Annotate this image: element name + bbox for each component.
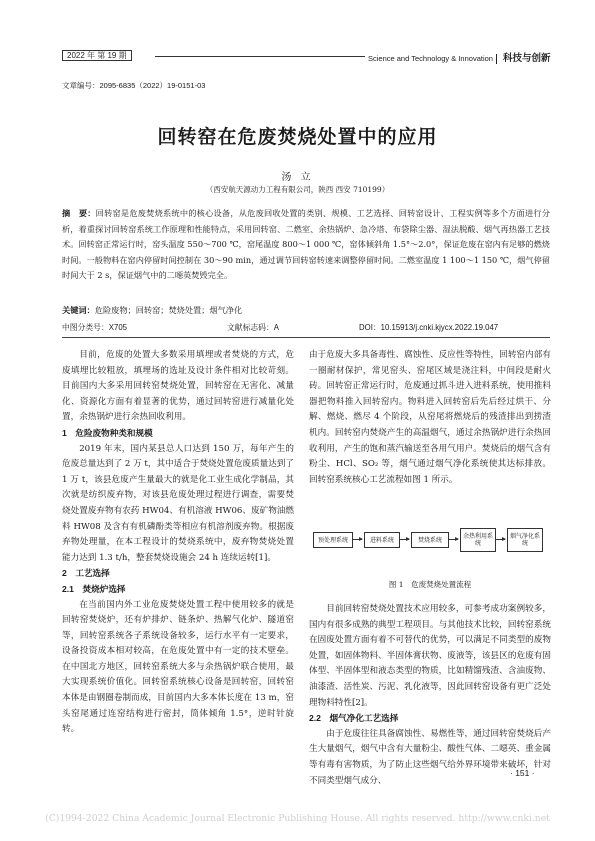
section-divider — [62, 337, 550, 338]
journal-header — [368, 50, 550, 64]
body-paragraph: 在当前国内外工业危废焚烧处置工程中使用较多的就是回转窑焚烧炉，还有炉排炉、链条炉、热解气化炉、隧道窑等，回转窑系统各子系统设备较多，运行水平有一定要求，设备投资成本相对较高，在危废处置中有一定的技术壁垒。在中国北方地区，回转窑系统大多与余热锅炉联合使用，最大实现系统价值化。回转窑系统核心设备是回转窑，回转窑本体是由钢圈卷制而成，目前国内大多本体长度在 13 m，窑头窑尾通过连窑结构进行密封，筒体倾角 1.5°，逆时针旋转。 — [62, 599, 294, 735]
body-paragraph: 由于危废大多具备毒性、腐蚀性、反应性等特性，回转窑内部有一圈耐材保护，常见窑头、窑尾区域是浇注料，中间段是耐火砖。回转窑正常运行时，危废通过抓斗进入进料系统，使用推料器把物料推入回转窑内。物料进入回转窑后先后经过烘干、分解、燃烧、燃尽 4 个阶段，从窑尾将燃烧后的残渣排出到捞渣机内。回转窑内焚烧产生的高温烟气，通过余热锅炉进行余热回收利用，产生的饱和蒸汽输送至各用气用户。焚烧后的烟气含有粉尘、HCl、SO₂ 等，烟气通过烟气净化系统使其达标排放。回转窑系统核心工艺流程如图 1 所示。 — [309, 350, 551, 485]
section-heading: 2 工艺选择 — [62, 568, 110, 579]
copyright-footer: (C)1994-2022 China Academic Journal Electronic Publishing House. All rights reserved. http://www.cnki.net — [45, 813, 550, 824]
section-heading: 2.1 焚烧炉选择 — [62, 583, 126, 594]
journal-name-cn: 科技与创新 — [502, 53, 551, 64]
body-paragraph: 目前，危废的处置大多数采用填埋或者焚烧的方式，危废填埋比较粗放，填埋场的选址及设计条件相对比较苛刻。目前国内大多采用回转窑焚烧处置，回转窑在无害化、减量化、资源化方面有着显著的优势，通过回转窑进行减量化处置，余热锅炉进行余热回收利用。 — [62, 350, 294, 423]
document-code: 文献标志码：A — [227, 323, 279, 332]
keywords-label: 关键词： — [62, 306, 95, 315]
author: 汤 立 — [281, 172, 314, 183]
body-right-column-bottom — [309, 602, 551, 789]
flow-box-incineration: 焚烧系统 — [411, 532, 449, 548]
flow-arrow — [352, 539, 362, 540]
flow-box-feeding: 进料系统 — [364, 532, 400, 548]
header-divider — [496, 54, 497, 64]
keywords-text: 危险废物；回转窑；焚烧处置；烟气净化 — [94, 305, 243, 315]
abstract-label: 摘 要： — [62, 209, 96, 218]
clc-number: 中图分类号：X705 — [62, 323, 127, 332]
issue-label: 2022 年 第 19 期 — [62, 50, 132, 61]
keywords — [62, 305, 242, 316]
body-paragraph: 2019 年末，国内某县总人口达到 150 万，每年产生的危废总量达到了 2 万 t，其中适合于焚烧处置危废质量达到了 1 万 t，该县危废产生量最大的就是化工业生成化学制品，其次就是纺织废弃物，对该县危废处理过程进行调查，需要焚烧处置废弃物有农药 HW04、有机溶液 HW06、废矿物油燃料 HW08 及含有有机磷酚类等相应有机溶剂废弃物。根据废弃物处理量，在本工程设计的焚烧系统中，废弃物焚烧处置能力达到 1.3 t/h，整套焚烧设施会 24 h 连续运转[1]。 — [62, 443, 294, 563]
body-left-column — [62, 348, 294, 738]
flow-box-flue-gas: 烟气净化系统 — [507, 528, 543, 552]
section-heading: 2.2 烟气净化工艺选择 — [309, 713, 399, 724]
flow-box-heat-recovery: 余热利用系统 — [460, 528, 496, 552]
page-number: · 151 · — [510, 768, 535, 778]
flow-box-pretreatment: 预处理系统 — [313, 532, 353, 548]
abstract — [62, 206, 550, 284]
section-heading: 1 危险废物种类和规模 — [62, 427, 153, 438]
abstract-text: 回转窑是危废焚烧系统中的核心设备，从危废回收处置的类别、规模、工艺选择、回转窑设计、工程实例等多个方面进行分析，着重探讨回转窑系统工作原理和性能特点，采用回转窑、二燃室、余热锅炉、急冷塔、布袋除尘器、湿法脱酸、烟气再热器工艺技术。回转窑正常运行时，窑头温度 550～700 ℃，窑尾温度 800～1 000 ℃，窑体倾斜角 1.5°～2.0°，保证危废在窑内有足够的燃烧时间。一般物料在窑内停留时间控制在 30～90 min，通过调节回转窑转速来调整停留时间。二燃室温度 1 100～1 150 ℃，烟气停留时间大于 2 s，保证烟气中的二噁英焚毁完全。 — [62, 208, 550, 280]
body-paragraph: 目前回转窑焚烧处置技术应用较多，可参考成功案例较多，国内有很多成熟的典型工程项目。与其他技术比较，回转窑系统在固废处置方面有着不可替代的优势，可以满足不同类型的废物处置，如固体物料、半固体膏状物、废液等，该县区的危废有固体型、半固体型和液态类型的物质，比如精馏残渣、含油废物、油漆渣、活性炭、污泥、乳化液等，因此回转窑设备有更广泛处理物料特性[2]。 — [309, 604, 551, 708]
flow-arrow — [399, 539, 409, 540]
journal-name-en: Science and Technology & Innovation — [368, 54, 493, 63]
process-flow-figure — [309, 524, 551, 572]
flow-arrow — [495, 539, 505, 540]
header-rule — [155, 56, 365, 57]
affiliation: （西安航天源动力工程有限公司，陕西 西安 710199） — [205, 185, 390, 194]
flow-arrow — [448, 539, 458, 540]
body-paragraph: 由于危废往往具备腐蚀性、易燃性等，通过回转窑焚烧后产生大量烟气，烟气中含有大量粉尘、酸性气体、二噁英、重金属等有毒有害物质，为了防止这些烟气给外界环境带来破坏，针对不同类型烟气成分、 — [309, 728, 551, 786]
figure-caption: 图 1 危废焚烧处置流程 — [388, 580, 472, 589]
doi: DOI：10.15913/j.cnki.kjycx.2022.19.047 — [359, 323, 499, 332]
article-number: 文章编号：2095-6835（2022）19-0151-03 — [62, 81, 206, 90]
paper-title: 回转窑在危废焚烧处置中的应用 — [157, 127, 438, 148]
body-right-column-top — [309, 348, 551, 488]
